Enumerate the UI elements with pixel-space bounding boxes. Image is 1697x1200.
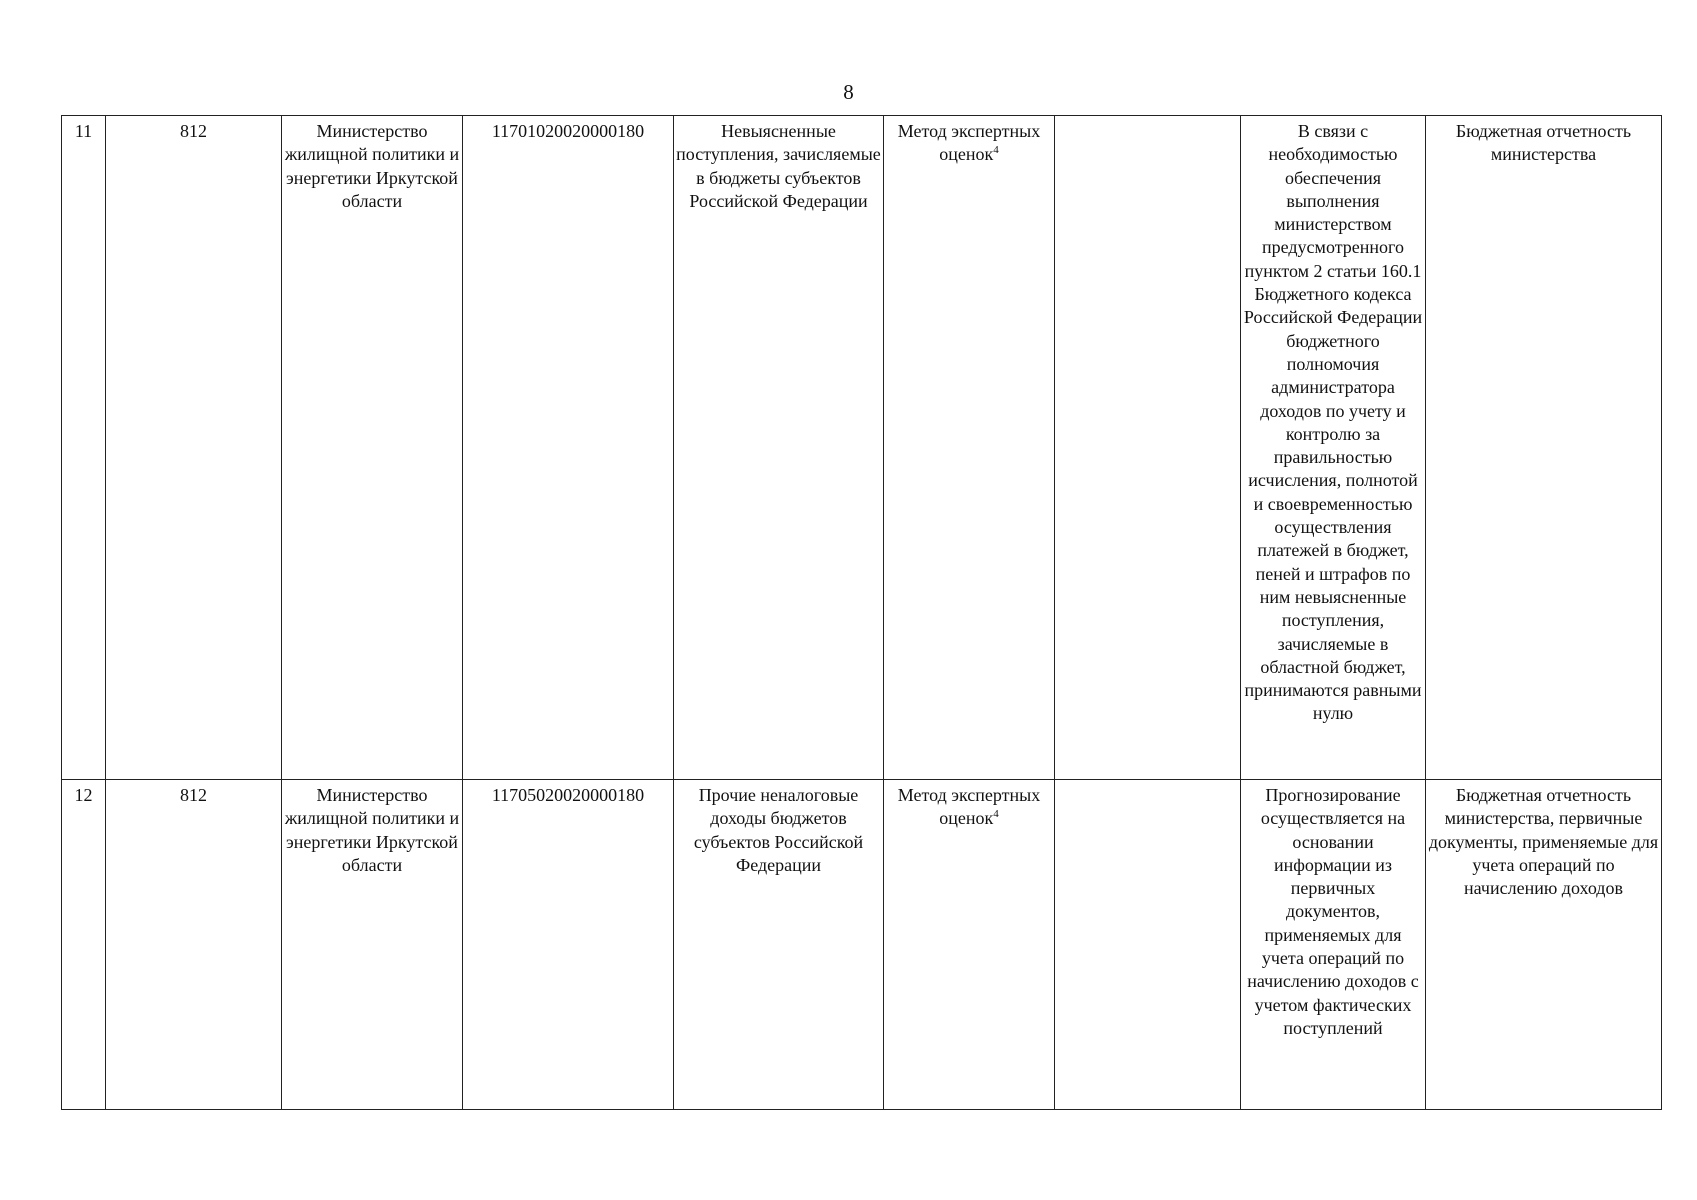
algorithm-cell: В связи с необходимостью обеспечения выполнения министерством предусмотренного пунктом 2 статьи 160.1 Бюджетного кодекса Российской Федерации бюджетного полномочия администратора доходов по учету и контролю за правильностью исчисления, полнотой и своевременностью осуществления платежей в бюджет, пеней и штрафов по ним невыясненные поступления, зачисляемые в областной бюджет, принимаются равными нулю bbox=[1241, 116, 1426, 780]
table-row bbox=[62, 780, 1662, 1110]
admin-code-cell: 812 bbox=[106, 780, 282, 1110]
revenue-forecast-table bbox=[61, 115, 1662, 1110]
kbk-code-cell: 11701020020000180 bbox=[463, 116, 674, 780]
method-text: Метод экспертных оценок bbox=[897, 121, 1041, 165]
method-cell bbox=[884, 780, 1055, 1110]
table-row bbox=[62, 116, 1662, 780]
revenue-name-cell: Прочие неналоговые доходы бюджетов субъектов Российской Федерации bbox=[674, 780, 884, 1110]
row-number-cell: 12 bbox=[62, 780, 106, 1110]
method-footnote-mark: 4 bbox=[993, 144, 999, 157]
data-source-cell: Бюджетная отчетность министерства, первичные документы, применяемые для учета операций по начислению доходов bbox=[1426, 780, 1662, 1110]
method-footnote-mark: 4 bbox=[993, 808, 999, 821]
row-number-cell: 11 bbox=[62, 116, 106, 780]
algorithm-cell: Прогнозирование осуществляется на основании информации из первичных документов, применяемых для учета операций по начислению доходов с учетом фактических поступлений bbox=[1241, 780, 1426, 1110]
data-source-cell: Бюджетная отчетность министерства bbox=[1426, 116, 1662, 780]
method-cell bbox=[884, 116, 1055, 780]
kbk-code-cell: 11705020020000180 bbox=[463, 780, 674, 1110]
revenue-name-cell: Невыясненные поступления, зачисляемые в бюджеты субъектов Российской Федерации bbox=[674, 116, 884, 780]
formula-cell bbox=[1055, 780, 1241, 1110]
method-text: Метод экспертных оценок bbox=[897, 785, 1041, 829]
admin-code-cell: 812 bbox=[106, 116, 282, 780]
page-number: 8 bbox=[843, 80, 854, 104]
formula-cell bbox=[1055, 116, 1241, 780]
administrator-cell: Министерство жилищной политики и энергетики Иркутской области bbox=[282, 116, 463, 780]
administrator-cell: Министерство жилищной политики и энергетики Иркутской области bbox=[282, 780, 463, 1110]
